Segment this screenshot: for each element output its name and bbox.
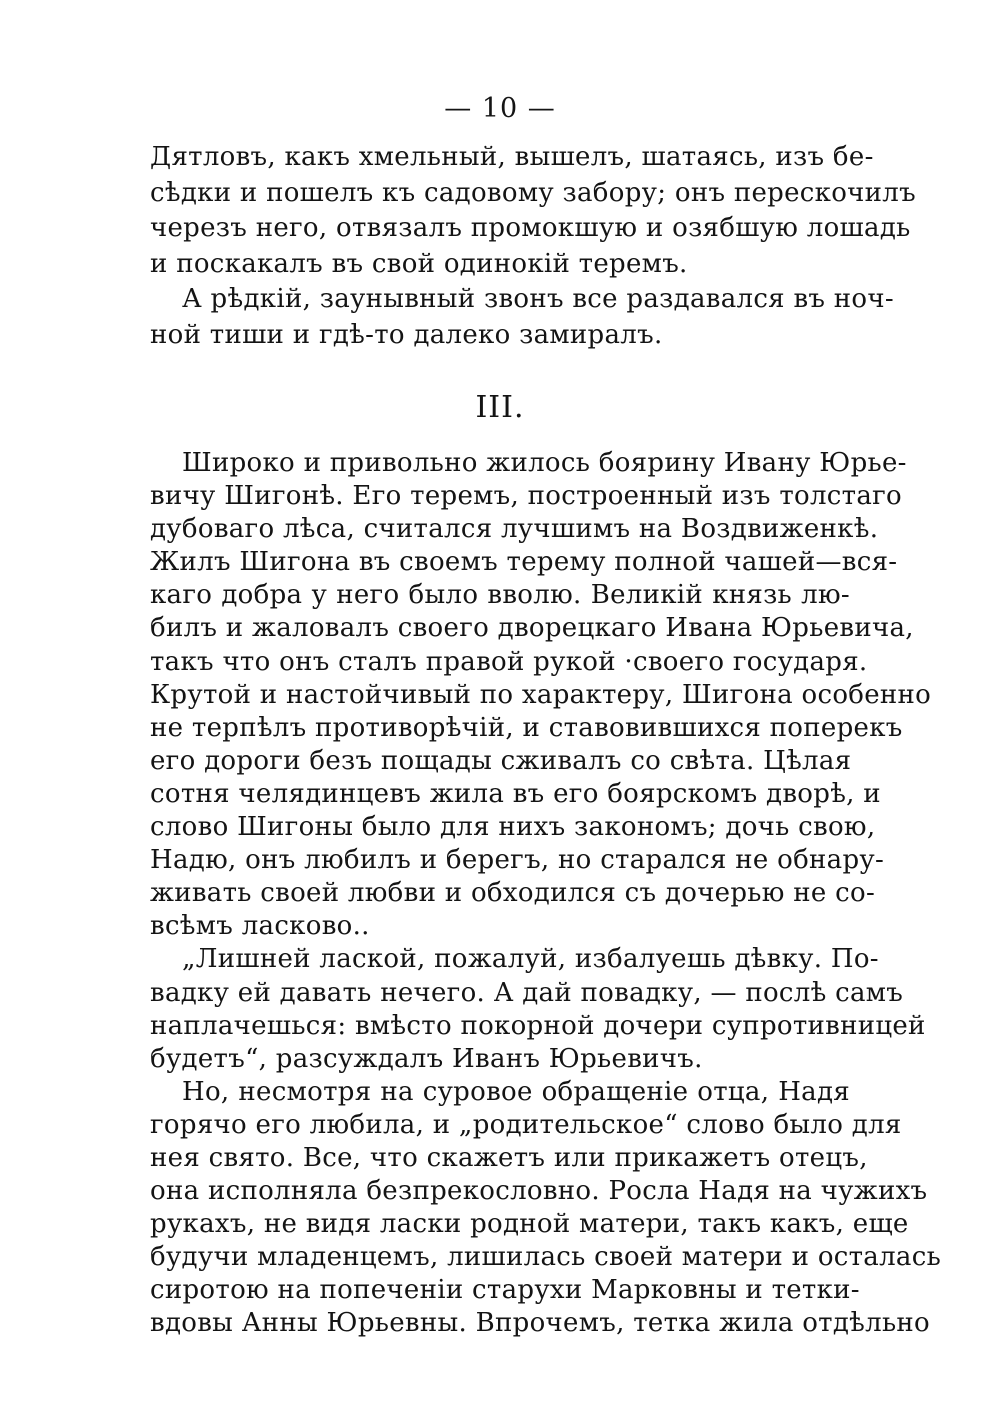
text-line: дубоваго лѣса, считался лучшимъ на Воздвиженкѣ. <box>150 514 879 545</box>
text-line: сотня челядинцевъ жила въ его боярскомъ дворѣ, и <box>150 778 881 809</box>
text-line: вадку ей давать нечего. А дай повадку, — послѣ самъ <box>150 977 904 1008</box>
text-line: ной тиши и гдѣ-то далеко замиралъ. <box>150 319 663 350</box>
text-line: черезъ него, отвязалъ промокшую и озябшую лошадь <box>150 213 911 243</box>
text-line: горячо его любила, и „родительское“ слово было для <box>150 1109 902 1140</box>
text-line: А рѣдкiй, заунывный звонъ все раздавался въ ноч- <box>182 284 894 314</box>
text-line: его дороги безъ пощады сживалъ со свѣта. Цѣлая <box>150 745 852 776</box>
chapter-heading: III. <box>475 390 525 425</box>
text-line: Надю, онъ любилъ и берегъ, но старался не обнару- <box>150 845 885 876</box>
text-line: слово Шигоны было для нихъ закономъ; дочь свою, <box>150 812 876 843</box>
section-1-text <box>150 140 916 353</box>
text-line: всѣмъ ласково.. <box>150 911 370 942</box>
text-line: вичу Шигонѣ. Его теремъ, построенный изъ толстаго <box>150 481 902 512</box>
page-number: — 10 — <box>444 93 556 124</box>
text-line: и поскакалъ въ свой одинокiй теремъ. <box>150 248 688 279</box>
text-line: Широко и привольно жилось боярину Ивану Юрье- <box>182 448 907 478</box>
text-line: рукахъ, не видя ласки родной матери, такъ какъ, еще <box>150 1209 909 1240</box>
text-line: живать своей любви и обходился съ дочерью не со- <box>150 878 876 909</box>
text-line: „Лишней лаской, пожалуй, избалуешь дѣвку. По- <box>182 944 879 975</box>
text-line: не терпѣлъ противорѣчiй, и ставовившихся поперекъ <box>150 712 903 743</box>
text-line: билъ и жаловалъ своего дворецкаго Ивана Юрьевича, <box>150 613 914 644</box>
text-line: вдовы Анны Юрьевны. Впрочемъ, тетка жила отдѣльно <box>150 1308 930 1339</box>
section-2-text <box>150 447 942 1341</box>
text-line: сиротою на попеченiи старухи Марковны и тетки- <box>150 1275 860 1306</box>
text-line: наплачешься: вмѣсто покорной дочери супротивницей <box>150 1010 926 1041</box>
text-line: Дятловъ, какъ хмельный, вышелъ, шатаясь, изъ бе- <box>150 142 874 172</box>
text-line: нея свято. Все, что скажетъ или прикажетъ отецъ, <box>150 1142 868 1173</box>
text-line: она исполняла безпрекословно. Росла Надя на чужихъ <box>150 1176 928 1207</box>
text-line: будетъ“, разсуждалъ Иванъ Юрьевичъ. <box>150 1043 703 1074</box>
text-line: сѣдки и пошелъ къ садовому забору; онъ перескочилъ <box>150 177 916 208</box>
text-line: будучи младенцемъ, лишилась своей матери и осталась <box>150 1242 942 1273</box>
text-line: Но, несмотря на суровое обращенiе отца, Надя <box>182 1076 850 1107</box>
text-line: Жилъ Шигона въ своемъ терему полной чашей—вся- <box>150 547 898 578</box>
text-line: такъ что онъ сталъ правой рукой ·своего государя. <box>150 646 868 677</box>
text-line: каго добра у него было вволю. Великiй князь лю- <box>150 580 850 611</box>
text-line: Крутой и настойчивый по характеру, Шигона особенно <box>150 679 932 710</box>
